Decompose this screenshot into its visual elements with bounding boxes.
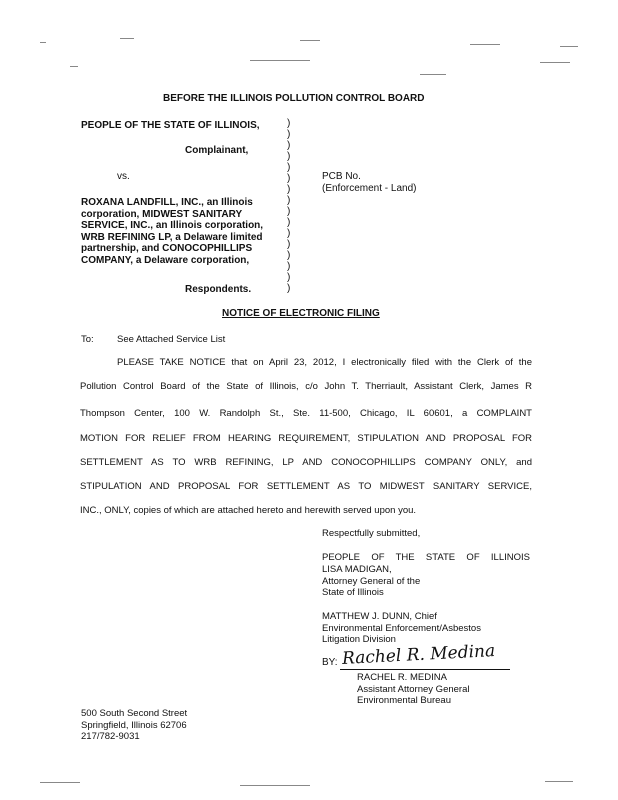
signature-line: Attorney General of the (322, 575, 421, 587)
signer-line: Environmental Bureau (357, 695, 451, 706)
body-line: Pollution Control Board of the State of Illinois, c/o John T. Therriault, Assistant Clerk, James R (80, 381, 532, 392)
address-block (81, 708, 187, 743)
body-line: Thompson Center, 100 W. Randolph St., Ste. 11-500, Chicago, IL 60601, a COMPLAINT (80, 408, 532, 419)
respondent-line: ROXANA LANDFILL, INC., an Illinois (81, 197, 253, 208)
respondent-line: SERVICE, INC., an Illinois corporation, (81, 220, 264, 232)
respondents-list (81, 197, 263, 267)
to-value: See Attached Service List (117, 334, 226, 345)
signature-line: MATTHEW J. DUNN, Chief (322, 611, 437, 622)
page-title: BEFORE THE ILLINOIS POLLUTION CONTROL BOARD (163, 93, 425, 104)
case-type: (Enforcement - Land) (322, 183, 417, 194)
address-line: 500 South Second Street (81, 708, 188, 719)
by-label: BY: (322, 657, 338, 668)
complainant-party: PEOPLE OF THE STATE OF ILLINOIS, (81, 120, 260, 131)
signature-line: State of Illinois (322, 587, 384, 598)
body-line: MOTION FOR RELIEF FROM HEARING REQUIREMENT, STIPULATION AND PROPOSAL FOR (80, 433, 532, 444)
respondent-line: WRB REFINING LP, a Delaware limited (81, 231, 263, 243)
respondent-line: corporation, MIDWEST SANITARY (81, 208, 243, 220)
to-label: To: (81, 334, 94, 345)
signer-line: RACHEL R. MEDINA (357, 672, 447, 683)
body-line: PLEASE TAKE NOTICE that on April 23, 2012, I electronically filed with the Clerk of the (117, 357, 532, 368)
division-block (322, 611, 481, 646)
versus-label: vs. (117, 171, 130, 182)
signature-rule (340, 669, 510, 670)
body-line: SETTLEMENT AS TO WRB REFINING, LP AND CONOCOPHILLIPS COMPANY ONLY, and (80, 457, 532, 468)
signer-block (357, 672, 469, 707)
attorney-general-block (322, 564, 420, 599)
signer-line: Assistant Attorney General (357, 683, 470, 695)
party-line: PEOPLE OF THE STATE OF ILLINOIS (322, 552, 530, 563)
body-line: STIPULATION AND PROPOSAL FOR SETTLEMENT AS TO MIDWEST SANITARY SERVICE, (80, 481, 532, 492)
caption-paren-column: ) ) ) ) ) ) ) ) ) ) ) ) ) ) ) ) (287, 118, 291, 294)
signature-line: LISA MADIGAN, (322, 564, 392, 575)
address-line: Springfield, Illinois 62706 (81, 719, 187, 731)
body-line: INC., ONLY, copies of which are attached hereto and herewith served upon you. (80, 505, 417, 516)
closing: Respectfully submitted, (322, 528, 421, 539)
signature-line: Environmental Enforcement/Asbestos (322, 622, 481, 634)
respondents-role: Respondents. (185, 284, 252, 295)
signature-line: Litigation Division (322, 634, 396, 645)
respondent-line: COMPANY, a Delaware corporation, (81, 254, 250, 266)
address-line: 217/782-9031 (81, 731, 140, 742)
respondent-line: partnership, and CONOCOPHILLIPS (81, 243, 253, 255)
handwritten-signature: Rachel R. Medina (341, 641, 496, 669)
complainant-role: Complainant, (185, 145, 249, 156)
notice-heading: NOTICE OF ELECTRONIC FILING (222, 308, 380, 319)
case-number-label: PCB No. (322, 171, 361, 182)
